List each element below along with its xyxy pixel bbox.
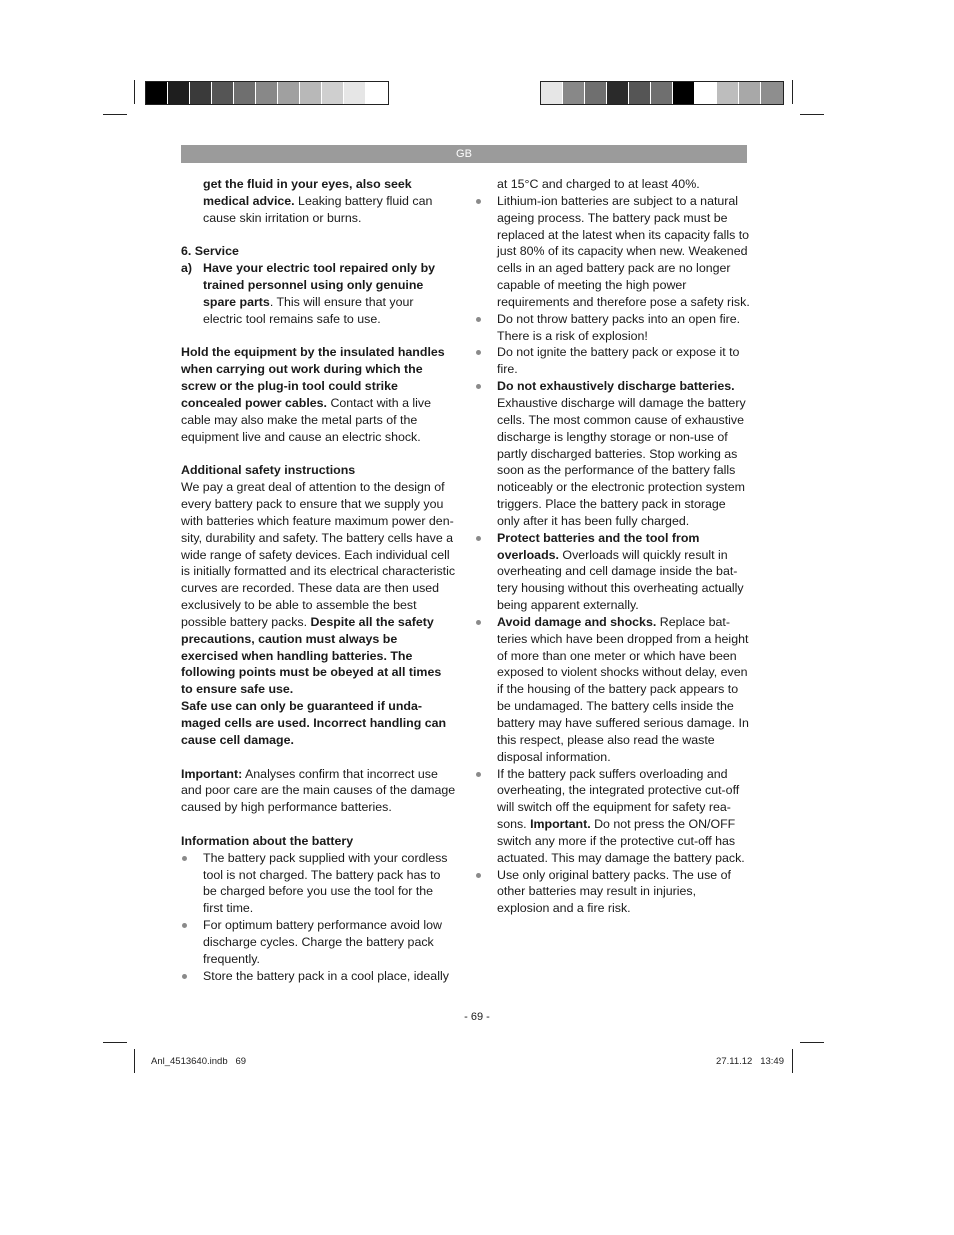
bullet-icon: [476, 317, 481, 322]
battery-info-heading: Information about the battery: [181, 833, 354, 848]
text: If the battery pack suffers overloading and overheating, the integrated protective cut-off will switch off the equipment for safety reasons.: [497, 766, 740, 832]
crop-mark: [792, 1049, 793, 1073]
text: Exhaustive discharge will damage the battery cells. The most common cause of exhaustive discharge is lengthy storage or non-use of partly discharged batteries. Stop working as soon as the performance of the battery falls noticeably or the electronic protection system triggers. Place the battery pack in storage only after it has been fully charged.: [497, 395, 746, 528]
text: Use only original battery packs. The use of other batteries may result in injuries, explosion and a fire risk.: [497, 867, 731, 916]
list-item: [475, 867, 750, 918]
safe-use-note: Safe use can only be guaranteed if undamaged cells are used. Incorrect handling can cause cell damage.: [181, 699, 447, 747]
bullet-icon: [476, 384, 481, 389]
bold-text: Important.: [530, 817, 591, 832]
additional-safety-heading: Additional safety instructions: [181, 463, 356, 478]
text: For optimum battery performance avoid low discharge cycles. Charge the battery pack frequently.: [203, 918, 442, 966]
color-swatch: [673, 82, 695, 104]
text: The battery pack supplied with your cordless tool is not charged. The battery pack has to be charged before you use the tool for the first time.: [203, 850, 448, 916]
color-swatch: [695, 82, 717, 104]
bullet-icon: [182, 974, 187, 979]
language-header-bar: [181, 145, 747, 163]
list-item: [181, 850, 456, 917]
crop-mark: [134, 80, 135, 104]
text: Overloads will quickly result in overheating and cell damage inside the battery housing without this overheating actually being apparent externally.: [497, 547, 744, 613]
page-number: - 69 -: [464, 1011, 490, 1023]
crop-mark: [134, 1049, 135, 1073]
text: Analyses confirm that incorrect use and poor care are the main causes of the damage caused by high performance batteries.: [181, 766, 456, 815]
text: at 15°C and charged to at least 40%.: [497, 177, 700, 191]
bullet-icon: [476, 536, 481, 541]
text: Do not throw battery packs into an open fire. There is a risk of explosion!: [497, 311, 741, 343]
color-swatch: [168, 82, 190, 104]
color-calibration-bar-right: [540, 81, 784, 105]
text: Do not ignite the battery pack or expose it to fire.: [497, 345, 740, 377]
text: Leaking battery fluid can cause skin irritation or burns.: [203, 193, 433, 225]
color-swatch: [607, 82, 629, 104]
color-swatch: [366, 82, 388, 104]
paragraph: [181, 344, 456, 445]
color-swatch: [278, 82, 300, 104]
color-swatch: [585, 82, 607, 104]
color-swatch: [300, 82, 322, 104]
item-label: a): [181, 261, 193, 276]
bold-text: get the fluid in your eyes, also seek medical advice.: [203, 177, 412, 208]
list-item: [475, 766, 750, 867]
list-item: [475, 614, 750, 766]
list-item: [475, 311, 750, 345]
color-swatch: [256, 82, 278, 104]
paragraph: [181, 176, 456, 227]
text: . This will ensure that your electric tool remains safe to use.: [203, 294, 414, 326]
list-item: [181, 917, 456, 968]
color-swatch: [541, 82, 563, 104]
bullet-icon: [476, 199, 481, 204]
paragraph: [475, 176, 750, 193]
bullet-icon: [476, 620, 481, 625]
list-item: [475, 344, 750, 378]
text: Lithium-ion batteries are subject to a natural ageing process. The battery pack must be replaced at the latest when its capacity falls to just 80% of its capacity when new. Weakened cells in an aged battery pack are no longer capable of meeting the high power requirements and therefore pose a safety risk.: [497, 193, 750, 309]
text: We pay a great deal of attention to the design of every battery pack to ensure that we supply you with batteries which feature maximum power density, durability and safety. The battery cells have a wide range of safety devices. Each individual cell is initially formatted and its electrical characteristic curves are recorded. These data are then used exclusively to be able to assemble the best possible battery packs.: [181, 480, 456, 629]
color-swatch: [739, 82, 761, 104]
color-calibration-bar-left: [145, 81, 389, 105]
color-swatch: [717, 82, 739, 104]
bold-text: Protect batteries and the tool from overloads.: [497, 530, 700, 562]
list-item: [475, 378, 750, 530]
color-swatch: [344, 82, 366, 104]
right-column: [475, 176, 750, 917]
important-label: Important:: [181, 766, 243, 781]
color-swatch: [234, 82, 256, 104]
bullet-icon: [182, 856, 187, 861]
list-item: [475, 530, 750, 614]
paragraph: [181, 479, 456, 698]
color-swatch: [563, 82, 585, 104]
bullet-icon: [476, 350, 481, 355]
bold-text: Have your electric tool repaired only by trained personnel using only genuine spare parts: [203, 261, 436, 309]
language-label: GB: [456, 148, 472, 160]
bold-text: Hold the equipment by the insulated handles when carrying out work during which the screw or the plug-in tool could strike concealed power cables.: [181, 345, 445, 410]
color-swatch: [651, 82, 673, 104]
service-item-a: [181, 260, 456, 327]
color-swatch: [146, 82, 168, 104]
bold-text: Do not exhaustively discharge batteries.: [497, 379, 735, 394]
footer-date: 27.11.12 13:49: [716, 1056, 784, 1067]
bullet-icon: [476, 873, 481, 878]
bold-text: Despite all the safety precautions, caution must always be exercised when handling batteries. The following points must be obeyed at all times to ensure safe use.: [181, 614, 442, 697]
crop-mark: [800, 114, 824, 115]
crop-mark: [103, 1042, 127, 1043]
color-swatch: [629, 82, 651, 104]
list-item: [181, 968, 456, 985]
crop-mark: [800, 1042, 824, 1043]
paragraph: [181, 766, 456, 817]
list-item: [475, 193, 750, 311]
text: Store the battery pack in a cool place, ideally: [203, 968, 449, 983]
color-swatch: [761, 82, 783, 104]
text: Replace batteries which have been dropped from a height of more than one meter or which have been exposed to violent shocks without delay, even if the housing of the battery pack appears to be undamaged. The battery cells inside the battery may have suffered serious damage. In this respect, please also read the waste disposal information.: [497, 614, 749, 764]
crop-mark: [792, 80, 793, 104]
left-column: [181, 176, 456, 985]
footer-file: Anl_4513640.indb 69: [151, 1056, 247, 1067]
color-swatch: [322, 82, 344, 104]
bold-text: Avoid damage and shocks.: [497, 614, 657, 629]
service-heading: 6. Service: [181, 244, 239, 259]
color-swatch: [190, 82, 212, 104]
crop-mark: [103, 114, 127, 115]
text: Do not press the ON/OFF switch any more if the protective cut-off has actuated. This may damage the battery pack.: [497, 817, 745, 865]
bullet-icon: [476, 772, 481, 777]
text: Contact with a live cable may also make the metal parts of the equipment live and cause an electric shock.: [181, 395, 431, 444]
bullet-icon: [182, 923, 187, 928]
color-swatch: [212, 82, 234, 104]
